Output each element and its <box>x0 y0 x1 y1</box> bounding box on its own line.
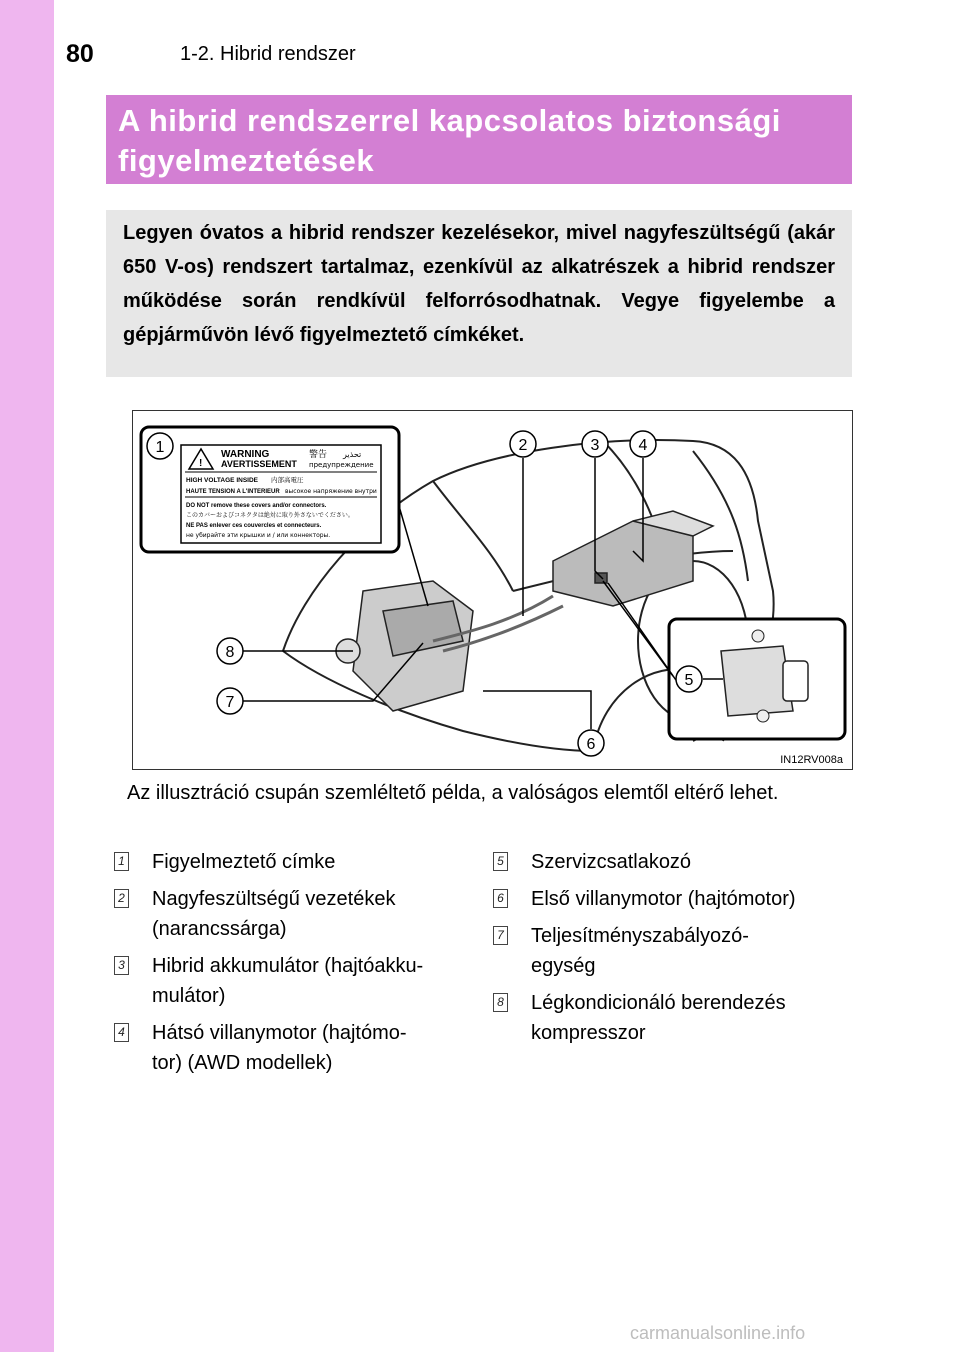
label-jp-hv: 内部高電圧 <box>271 476 304 484</box>
section-title-box <box>106 95 852 184</box>
chapter-title: 1-2. Hibrid rendszer <box>180 43 356 65</box>
label-hv-inside: HIGH VOLTAGE INSIDE <box>186 477 258 484</box>
legend-text-line: (narancssárga) <box>152 918 287 940</box>
label-ar-warning: تحذير <box>343 450 362 459</box>
side-tab <box>0 0 54 1352</box>
legend-number: 6 <box>493 889 508 908</box>
warning-label-inset <box>141 427 399 552</box>
legend-text-line: tor) (AWD modellek) <box>152 1052 333 1074</box>
legend-text <box>531 847 691 877</box>
label-warning: WARNING <box>221 449 270 460</box>
label-jp-warning: 警告 <box>309 450 328 460</box>
label-ru-warning: предупреждение <box>309 461 374 469</box>
hybrid-battery <box>553 511 713 606</box>
intro-text: Legyen óvatos a hibrid rendszer kezelésekor, mivel nagyfeszültségű (akár 650 V-os) rendszert tartalmaz, ezenkívül az alkatrészek a hibrid rendszer működése során rendkívül felforrósodhatnak. Vegye figyelembe a gépjárművön lévő figyelmeztető címkéket. <box>123 222 835 346</box>
label-haute-tension: HAUTE TENSION A L'INTERIEUR <box>186 489 280 495</box>
vehicle-illustration <box>132 410 853 770</box>
legend-text <box>531 921 749 981</box>
legend-number: 2 <box>114 889 129 908</box>
callout-7 <box>217 688 243 714</box>
svg-text:7: 7 <box>225 694 235 711</box>
label-avertissement: AVERTISSEMENT <box>221 459 297 469</box>
legend-text <box>152 884 395 944</box>
watermark: carmanualsonline.info <box>630 1323 806 1343</box>
legend-number: 1 <box>114 852 129 871</box>
label-do-not-remove: DO NOT remove these covers and/or connectors. <box>186 503 327 509</box>
section-title <box>118 101 848 181</box>
legend-text-line: Figyelmeztető címke <box>152 851 336 873</box>
section-title-line-2: figyelmeztetések <box>118 143 375 178</box>
legend-text <box>531 884 796 914</box>
legend-text-line: Teljesítményszabályozó- <box>531 925 749 947</box>
legend-number: 8 <box>493 993 508 1012</box>
svg-text:2: 2 <box>518 437 528 454</box>
legend-text <box>152 847 335 877</box>
legend-text-line: Szervizcsatlakozó <box>531 851 692 873</box>
callout-2 <box>510 431 536 457</box>
intro-box <box>106 210 852 377</box>
legend-text-line: kompresszor <box>531 1022 646 1044</box>
callout-1 <box>147 433 173 459</box>
legend-text <box>531 988 786 1048</box>
svg-text:5: 5 <box>684 672 694 689</box>
svg-text:1: 1 <box>155 439 165 456</box>
legend-text <box>152 951 423 1011</box>
callout-6 <box>578 730 604 756</box>
legend-text-line: Légkondicionáló berendezés <box>531 992 786 1014</box>
legend-right <box>493 847 863 1087</box>
legend-text-line: Hátsó villanymotor (hajtómo- <box>152 1022 407 1044</box>
label-ru-instructions: не убирайте эти крышки и / или коннекторы. <box>186 532 331 539</box>
label-ru-hv: высокое напряжение внутри <box>285 488 377 495</box>
svg-text:4: 4 <box>638 437 648 454</box>
section-title-line-1: A hibrid rendszerrel kapcsolatos biztonsági <box>118 103 781 138</box>
callout-4 <box>630 431 656 457</box>
label-ne-pas: NE PAS enlever ces couvercles et connecteurs. <box>186 523 322 529</box>
callout-8 <box>217 638 243 664</box>
callout-3 <box>582 431 608 457</box>
svg-text:8: 8 <box>225 644 235 661</box>
figure-code: IN12RV008a <box>780 754 843 766</box>
svg-text:6: 6 <box>586 736 596 753</box>
legend-text-line: egység <box>531 955 596 977</box>
svg-text:!: ! <box>199 458 203 469</box>
legend-text-line: Hibrid akkumulátor (hajtóakku- <box>152 955 424 977</box>
legend-text-line: Első villanymotor (hajtómotor) <box>531 888 796 910</box>
legend-number: 3 <box>114 956 129 975</box>
legend-left <box>114 847 484 1087</box>
legend-text-line: Nagyfeszültségű vezetékek <box>152 888 396 910</box>
figure-caption: Az illusztráció csupán szemléltető példa, a valóságos elemtől eltérő lehet. <box>127 782 779 804</box>
page-number: 80 <box>66 40 94 68</box>
legend-text <box>152 1018 407 1078</box>
legend-text-line: mulátor) <box>152 985 226 1007</box>
svg-text:3: 3 <box>590 437 600 454</box>
legend-number: 4 <box>114 1023 129 1042</box>
car-drawing <box>133 411 852 769</box>
legend-number: 7 <box>493 926 508 945</box>
legend-number: 5 <box>493 852 508 871</box>
label-jp-instructions: このカバーおよびコネクタは絶対に取り外さないでください。 <box>186 512 354 519</box>
callout-5 <box>676 666 702 692</box>
